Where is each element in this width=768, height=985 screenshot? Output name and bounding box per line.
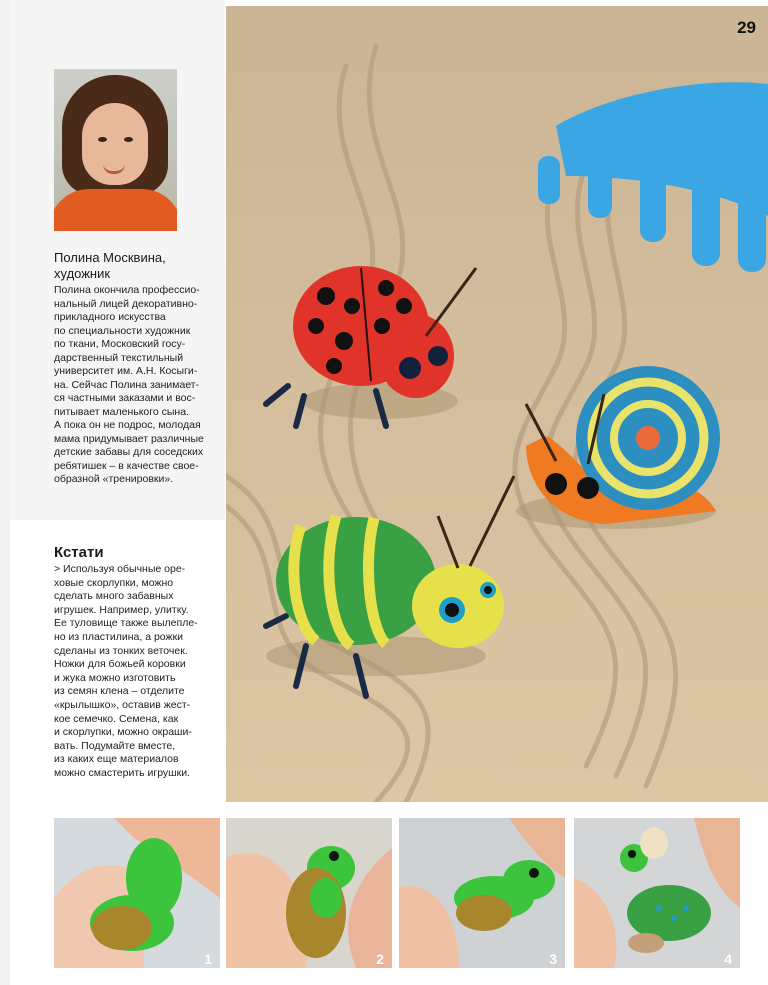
step-4-number: 4 <box>724 951 732 967</box>
bio-line: дарственный текстильный <box>54 351 184 364</box>
bio-role-line: художник <box>54 266 111 281</box>
bio-line: прикладного искусства <box>54 311 166 323</box>
bio-line: питывает маленького сына. <box>54 405 189 418</box>
main-photo-sand-toys <box>226 6 768 802</box>
portrait-shirt <box>54 189 177 231</box>
kstati-line: и скорлупки, можно окраши- <box>54 726 192 739</box>
bio-line: по ткани, Московский госу- <box>54 338 186 350</box>
step-4-drawing <box>574 818 740 968</box>
kstati-line: но из пластилина, а рожки <box>54 630 183 643</box>
step-photo-strip <box>54 818 768 968</box>
kstati-line: ховые скорлупки, можно <box>54 576 174 589</box>
bio-line: по специальности художник <box>54 324 191 337</box>
kstati-line: игрушек. Например, улитку. <box>54 603 189 616</box>
kstati-line: сделать много забавных <box>54 590 174 603</box>
step-photo-1 <box>54 818 220 968</box>
main-photo-drawing <box>226 6 768 802</box>
bio-line: образной «тренировки». <box>54 473 174 485</box>
kstati-line: вать. Подумайте вместе, <box>54 739 176 752</box>
bio-line: ся частными заказами и вос- <box>54 392 196 404</box>
step-2-drawing <box>226 818 392 968</box>
page-edge <box>0 0 10 985</box>
kstati-line: > Используя обычные оре- <box>54 563 186 575</box>
bio-name <box>54 250 222 282</box>
page-number: 29 <box>737 18 756 37</box>
bio-text <box>54 284 224 487</box>
portrait-eye-right <box>124 137 133 142</box>
step-1-number: 1 <box>204 951 212 967</box>
kstati-line: сделаны из тонких веточек. <box>54 644 188 657</box>
kstati-line: кое семечко. Семена, как <box>54 712 179 725</box>
kstati-line: Ножки для божьей коровки <box>54 658 186 671</box>
step-2-number: 2 <box>376 951 384 967</box>
step-photo-4 <box>574 818 740 968</box>
author-portrait <box>54 69 177 231</box>
kstati-line: из каких еще материалов <box>54 753 179 766</box>
step-1-drawing <box>54 818 220 968</box>
kstati-line: можно смастерить игрушки. <box>54 766 190 779</box>
kstati-line: и жука можно изготовить <box>54 671 176 684</box>
bio-line: Полина окончила профессио- <box>54 284 200 296</box>
kstati-line: «крылышко», оставив жест- <box>54 698 191 711</box>
bio-line: университет им. А.Н. Косыги- <box>54 365 198 377</box>
bio-line: мама придумывает различные <box>54 432 204 445</box>
kstati-line: Ее туловище также вылепле- <box>54 617 198 630</box>
step-3-drawing <box>399 818 565 968</box>
portrait-eye-left <box>98 137 107 142</box>
bio-line: ребятишек – в качестве свое- <box>54 459 199 472</box>
kstati-text <box>54 563 224 781</box>
bio-line: детские забавы для соседских <box>54 446 204 458</box>
bio-line: нальный лицей декоративно- <box>54 297 198 310</box>
step-3-number: 3 <box>549 951 557 967</box>
bio-name-line: Полина Москвина, <box>54 250 166 265</box>
step-photo-3 <box>399 818 565 968</box>
bio-line: на. Сейчас Полина занимает- <box>54 378 200 391</box>
kstati-heading: Кстати <box>54 544 104 561</box>
step-photo-2 <box>226 818 392 968</box>
bio-line: А пока он не подрос, молодая <box>54 419 201 431</box>
kstati-line: из семян клена – отделите <box>54 685 185 698</box>
